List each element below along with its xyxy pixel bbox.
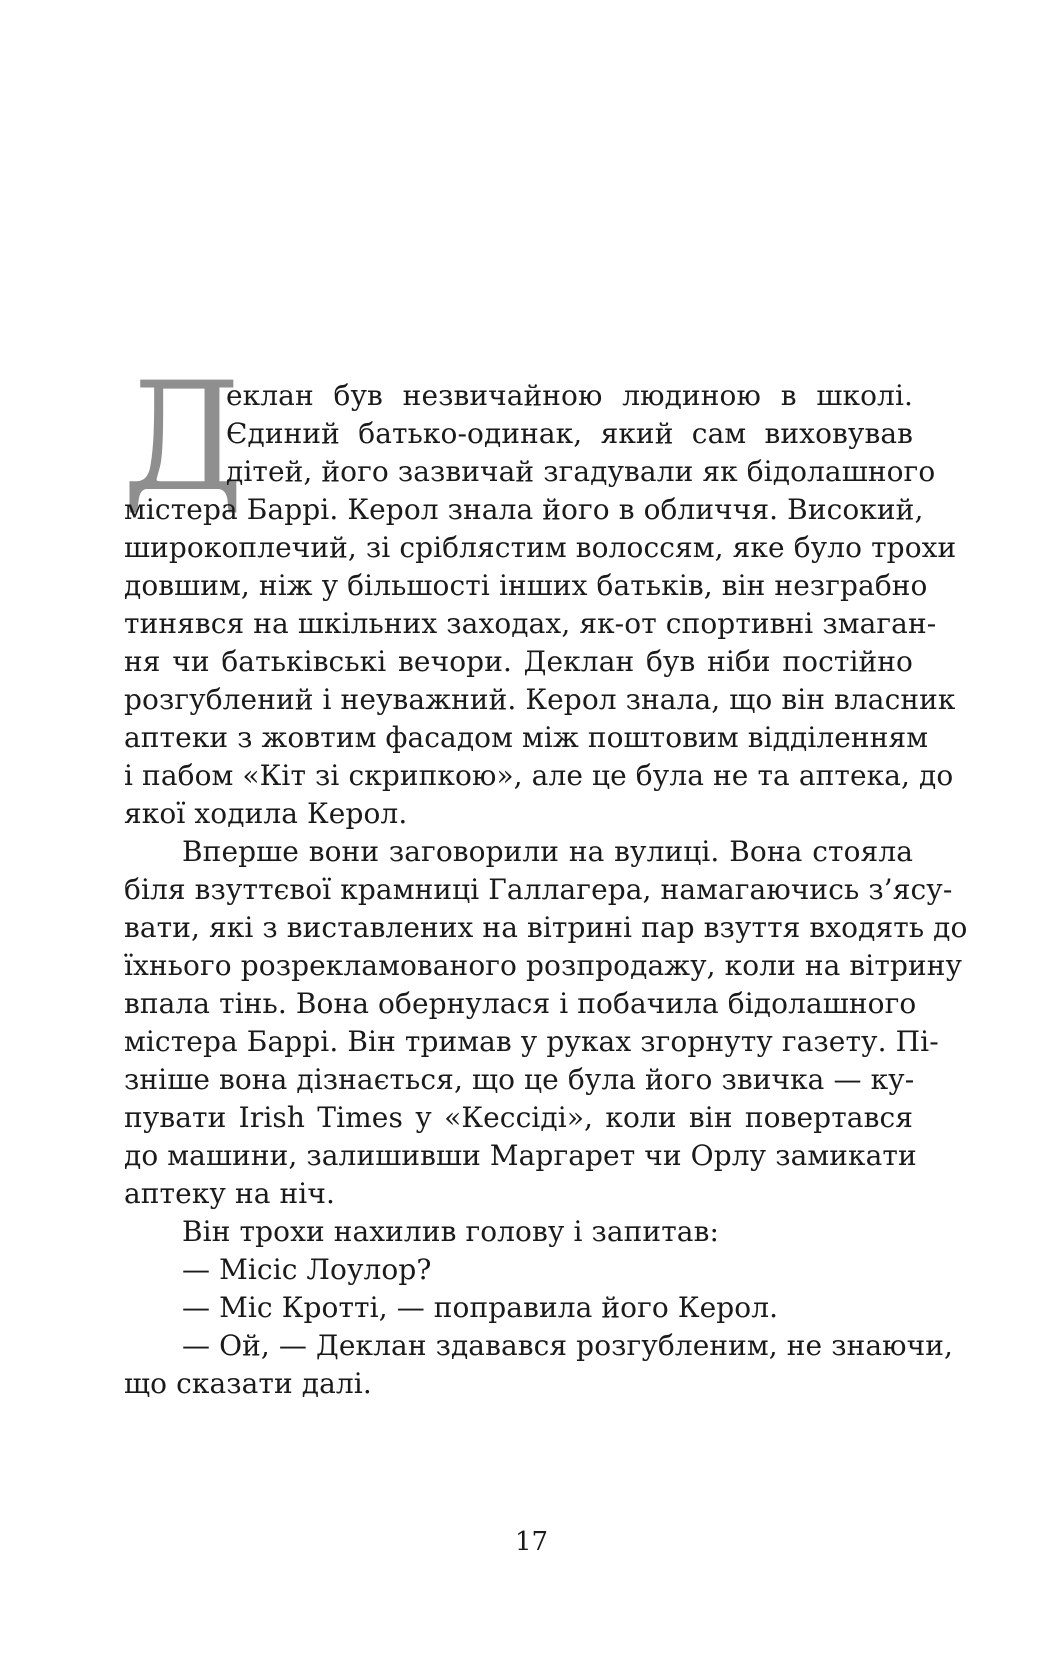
text-line: пувати Irish Times у «Кессіді», коли він повертався (124, 1101, 913, 1134)
text-line: розгублений і неуважний. Керол знала, що він власник (124, 683, 956, 716)
page-number: 17 (514, 1527, 549, 1557)
text-line: впала тінь. Вона обернулася і побачила бідолашного (124, 987, 917, 1020)
text-line: еклан був незвичайною людиною в школі. (226, 379, 913, 412)
text-line: — Ой, — Деклан здавався розгубленим, не знаючи, (182, 1329, 953, 1362)
text-line: до машини, залишивши Маргарет чи Орлу замикати (124, 1139, 917, 1172)
text-line: довшим, ніж у більшості інших батьків, він незграбно (124, 569, 928, 602)
text-line: біля взуттєвої крамниці Галлагера, намагаючись з’ясу- (124, 873, 953, 906)
text-line: Вперше вони заговорили на вулиці. Вона стояла (182, 835, 913, 868)
text-line: і пабом «Кіт зі скрипкою», але це була не та аптека, до (124, 759, 954, 792)
text-line: — Місіс Лоулор? (182, 1253, 432, 1286)
text-line: широкоплечий, зі сріблястим волоссям, яке було трохи (124, 531, 957, 564)
text-line: Він трохи нахилив голову і запитав: (182, 1215, 719, 1248)
text-line: зніше вона дізнається, що це була його звичка — ку- (124, 1063, 915, 1096)
text-line: Єдиний батько-одинак, який сам виховував (226, 417, 913, 450)
text-line: аптеку на ніч. (124, 1177, 335, 1210)
text-line: — Міс Кротті, — поправила його Керол. (182, 1291, 779, 1324)
text-line: тинявся на шкільних заходах, як-от спортивні змаган- (124, 607, 937, 640)
drop-cap: Д (122, 351, 244, 525)
text-line: аптеки з жовтим фасадом між поштовим відділенням (124, 721, 929, 754)
text-line: ня чи батьківські вечори. Деклан був ніби постійно (124, 645, 913, 678)
text-line: їхнього розрекламованого розпродажу, коли на вітрину (124, 949, 963, 982)
text-line: містера Баррі. Він тримав у руках згорнуту газету. Пі- (124, 1025, 939, 1058)
text-line: дітей, його зазвичай згадували як бідолашного (226, 455, 936, 488)
text-line: що сказати далі. (124, 1367, 372, 1400)
text-line: вати, які з виставлених на вітрині пар взуття входять до (124, 911, 968, 944)
text-line: містера Баррі. Керол знала його в обличчя. Високий, (124, 493, 924, 526)
text-line: якої ходила Керол. (124, 797, 408, 830)
